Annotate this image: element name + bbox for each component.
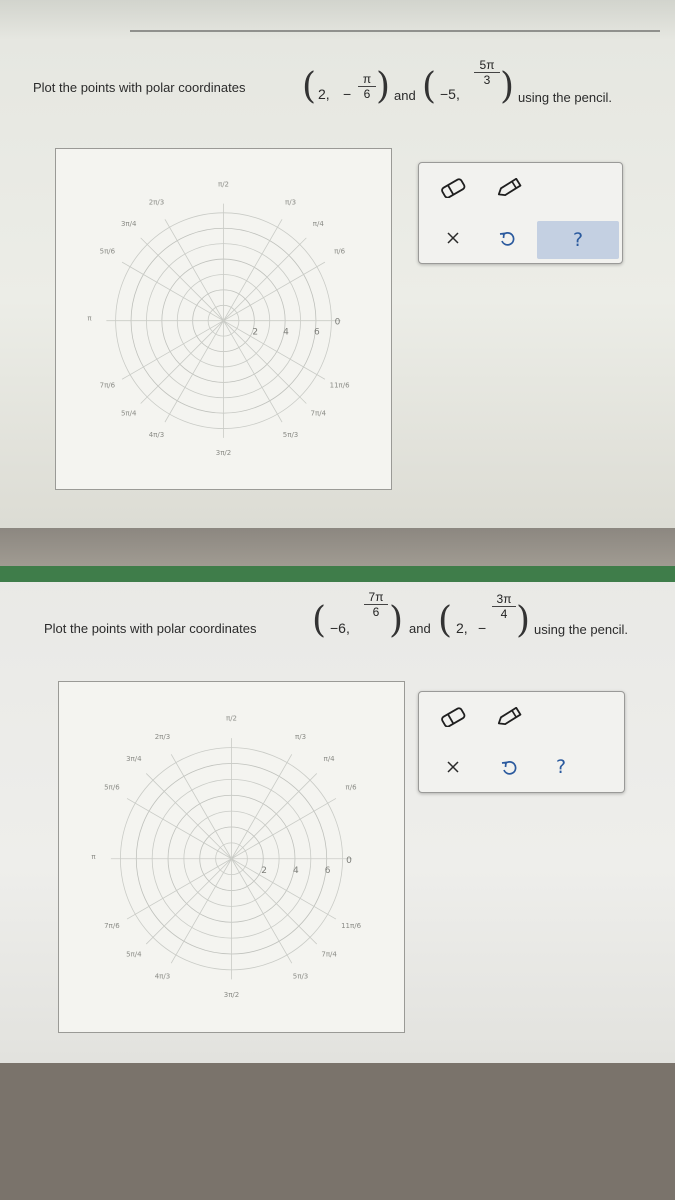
radial-tick-label: 6 <box>313 327 320 338</box>
angle-tick-label: π/4 <box>323 755 335 764</box>
grid-spoke <box>122 321 223 380</box>
undo-button[interactable] <box>487 223 527 253</box>
angle-tick-label: π <box>91 852 96 861</box>
eraser-tool-button[interactable] <box>433 173 473 203</box>
pencil-tool-button[interactable] <box>489 702 529 732</box>
pencil-icon <box>494 178 524 198</box>
grid-spoke <box>146 773 231 858</box>
angle-tick-label: 3π/4 <box>126 755 142 764</box>
screenshot-panel-2 <box>0 566 675 1063</box>
angle-tick-label: 11π/6 <box>341 921 362 930</box>
angle-tick-label: 3π/2 <box>223 990 240 999</box>
angle-tick-label: 5π/4 <box>120 409 137 418</box>
joiner: and <box>394 88 416 103</box>
angle-tick-label: 2π/3 <box>154 733 171 742</box>
grid-spoke <box>224 321 325 380</box>
grid-spoke <box>232 798 336 858</box>
radial-tick-label: 2 <box>261 865 267 876</box>
grid-spoke <box>141 238 224 321</box>
grid-spoke <box>127 859 231 919</box>
tool-palette <box>418 162 623 264</box>
radial-tick-label: 4 <box>283 327 289 338</box>
radial-tick-label: 6 <box>324 865 331 876</box>
angle-tick-label: 4π/3 <box>148 430 165 439</box>
clear-button[interactable] <box>433 752 473 782</box>
angle-tick-label: 7π/6 <box>99 381 116 390</box>
point1-sign: − <box>343 86 352 102</box>
angle-tick-label: 3π/2 <box>215 448 232 457</box>
prompt-label: Plot the points with polar coordinates <box>33 80 246 95</box>
polar-grid[interactable] <box>56 149 391 489</box>
grid-spoke <box>224 321 307 404</box>
radial-tick-label: 2 <box>252 327 259 338</box>
grid-spoke <box>232 859 336 919</box>
angle-tick-label: 2π/3 <box>148 198 165 207</box>
angle-tick-label: 7π/4 <box>310 409 327 418</box>
grid-spoke <box>165 321 224 422</box>
grid-spoke <box>232 859 317 944</box>
screenshot-panel-1 <box>0 0 675 528</box>
grid-spoke <box>146 859 231 944</box>
angle-tick-label: 11π/6 <box>329 381 350 390</box>
grid-spoke <box>165 219 224 320</box>
help-button[interactable] <box>537 221 619 259</box>
separator-band <box>0 528 675 566</box>
point1-radius: −6, <box>330 620 350 636</box>
angle-tick-label: 5π/3 <box>292 972 309 981</box>
radial-zero-label: 0 <box>334 317 341 328</box>
tool-palette <box>418 691 625 793</box>
point2-radius: 2, <box>456 620 468 636</box>
angle-tick-label: 3π/4 <box>120 219 137 228</box>
angle-tick-label: π/4 <box>312 219 324 228</box>
grid-spoke <box>224 238 307 321</box>
clear-button[interactable] <box>433 223 473 253</box>
problem-prompt: Plot the points with polar coordinates ( −6, $\frac{7\pi}{6}$ ) and ( 2, − $\frac{3\pi}{4}$ ) using the pencil. <box>44 590 628 641</box>
help-icon: ? <box>572 229 584 251</box>
pencil-tool-button[interactable] <box>489 173 529 203</box>
angle-tick-label: 4π/3 <box>154 972 171 981</box>
polar-graph[interactable] <box>55 148 392 490</box>
point2-radius: −5, <box>440 86 460 102</box>
radial-zero-label: 0 <box>346 855 352 866</box>
accent-bar <box>0 566 675 582</box>
clear-x-icon <box>446 760 460 774</box>
angle-tick-label: π/2 <box>217 180 230 189</box>
undo-button[interactable] <box>489 752 529 782</box>
angle-tick-label: 7π/4 <box>321 950 337 959</box>
angle-tick-label: π/6 <box>334 247 346 256</box>
problem-prompt: Plot the points with polar coordinates ( 2, − $\frac{\pi}{6}$ ) and ( −5, $\frac{5\pi}{3}$ ) using the pencil. <box>33 58 612 107</box>
grid-spoke <box>127 798 231 858</box>
grid-spoke <box>171 754 231 858</box>
undo-icon <box>498 229 516 247</box>
point1-radius: 2, <box>318 86 330 102</box>
point2-sign: − <box>478 620 487 636</box>
grid-spoke <box>232 754 292 858</box>
grid-spoke <box>122 262 223 321</box>
radial-tick-label: 4 <box>292 865 299 876</box>
prompt-label: Plot the points with polar coordinates <box>44 621 257 636</box>
angle-tick-label: 5π/4 <box>126 950 142 959</box>
eraser-tool-button[interactable] <box>433 702 473 732</box>
angle-tick-label: π/3 <box>285 198 297 207</box>
grid-spoke <box>171 859 231 963</box>
angle-tick-label: 5π/6 <box>99 247 116 256</box>
clear-x-icon <box>446 231 460 245</box>
point1-angle: $\frac{\pi}{6}$ <box>358 72 376 101</box>
prompt-suffix: using the pencil. <box>534 622 628 637</box>
eraser-icon <box>439 707 467 727</box>
pencil-icon <box>494 707 524 727</box>
point1-angle: $\frac{7\pi}{6}$ <box>364 590 388 619</box>
help-button[interactable] <box>541 752 581 782</box>
grid-spoke <box>232 773 317 858</box>
polar-graph[interactable] <box>58 681 405 1033</box>
grid-spoke <box>141 321 224 404</box>
joiner: and <box>409 621 431 636</box>
undo-icon <box>500 758 518 776</box>
angle-tick-label: 5π/6 <box>104 783 120 792</box>
angle-tick-label: 5π/3 <box>282 430 299 439</box>
polar-grid[interactable] <box>59 682 404 1032</box>
grid-spoke <box>224 219 283 320</box>
eraser-icon <box>439 178 467 198</box>
point2-angle: $\frac{3\pi}{4}$ <box>492 592 516 621</box>
angle-tick-label: π/3 <box>295 733 307 742</box>
grid-spoke <box>224 262 325 321</box>
prompt-suffix: using the pencil. <box>518 90 612 105</box>
angle-tick-label: 7π/6 <box>104 921 120 930</box>
point2-angle: $\frac{5\pi}{3}$ <box>474 58 500 87</box>
angle-tick-label: π/6 <box>345 783 357 792</box>
angle-tick-label: π <box>87 314 92 323</box>
help-icon: ? <box>555 756 567 778</box>
angle-tick-label: π/2 <box>225 714 238 723</box>
